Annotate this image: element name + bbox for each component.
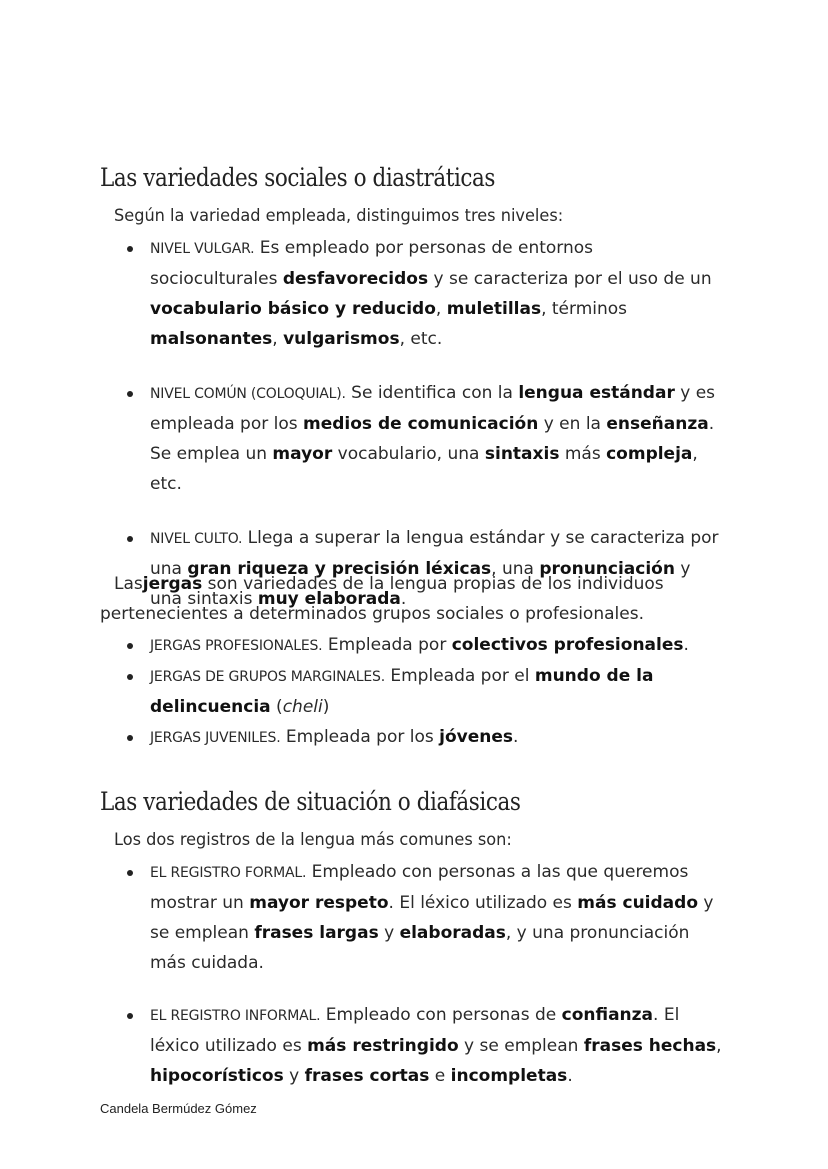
- list-item-vulgar: NIVEL VULGAR. Es empleado por personas de entornos socioculturales desfavorecidos y se caracteriza por el uso de un vocabulario básico y reducido, muletillas, términos malsonantes, vulgarismos, etc.: [124, 233, 724, 354]
- section-intro-2: Los dos registros de la lengua más comunes son:: [114, 830, 512, 850]
- footer-author: Candela Bermúdez Gómez: [100, 1101, 257, 1116]
- list-item-jergas-marginales: JERGAS DE GRUPOS MARGINALES. Empleada por el mundo de la delincuencia (cheli): [124, 661, 724, 722]
- registros-list: [124, 857, 724, 1091]
- section-intro: Según la variedad empleada, distinguimos tres niveles:: [114, 206, 564, 226]
- niveles-list: [124, 233, 724, 614]
- list-item-culto: NIVEL CULTO. Llega a superar la lengua estándar y se caracteriza por una gran riqueza y precisión léxicas, una pronunciación y una sintaxis muy elaborada.: [124, 523, 724, 614]
- list-item-registro-formal: EL REGISTRO FORMAL. Empleado con personas a las que queremos mostrar un mayor respeto. El léxico utilizado es más cuidado y se emplean frases largas y elaboradas, y una pronunciación más cuidada.: [124, 857, 724, 978]
- section-heading-diastraticas: Las variedades sociales o diastráticas: [100, 163, 495, 192]
- list-item-registro-informal: EL REGISTRO INFORMAL. Empleado con personas de confianza. El léxico utilizado es más restringido y se emplean frases hechas, hipocorísticos y frases cortas e incompletas.: [124, 1000, 724, 1091]
- list-item-comun: NIVEL COMÚN (COLOQUIAL). Se identifica con la lengua estándar y es empleada por los medios de comunicación y en la enseñanza. Se emplea un mayor vocabulario, una sintaxis más compleja, etc.: [124, 378, 724, 499]
- jergas-paragraph: Lasjergas son variedades de la lengua propias de los individuos pertenecientes a determinados grupos sociales o profesionales.: [100, 574, 664, 624]
- section-heading-diafasicas: Las variedades de situación o diafásicas: [100, 787, 521, 816]
- list-item-jergas-profesionales: JERGAS PROFESIONALES. Empleada por colectivos profesionales.: [124, 630, 724, 661]
- list-item-jergas-juveniles: JERGAS JUVENILES. Empleada por los jóvenes.: [124, 722, 724, 753]
- jergas-list: [124, 630, 724, 753]
